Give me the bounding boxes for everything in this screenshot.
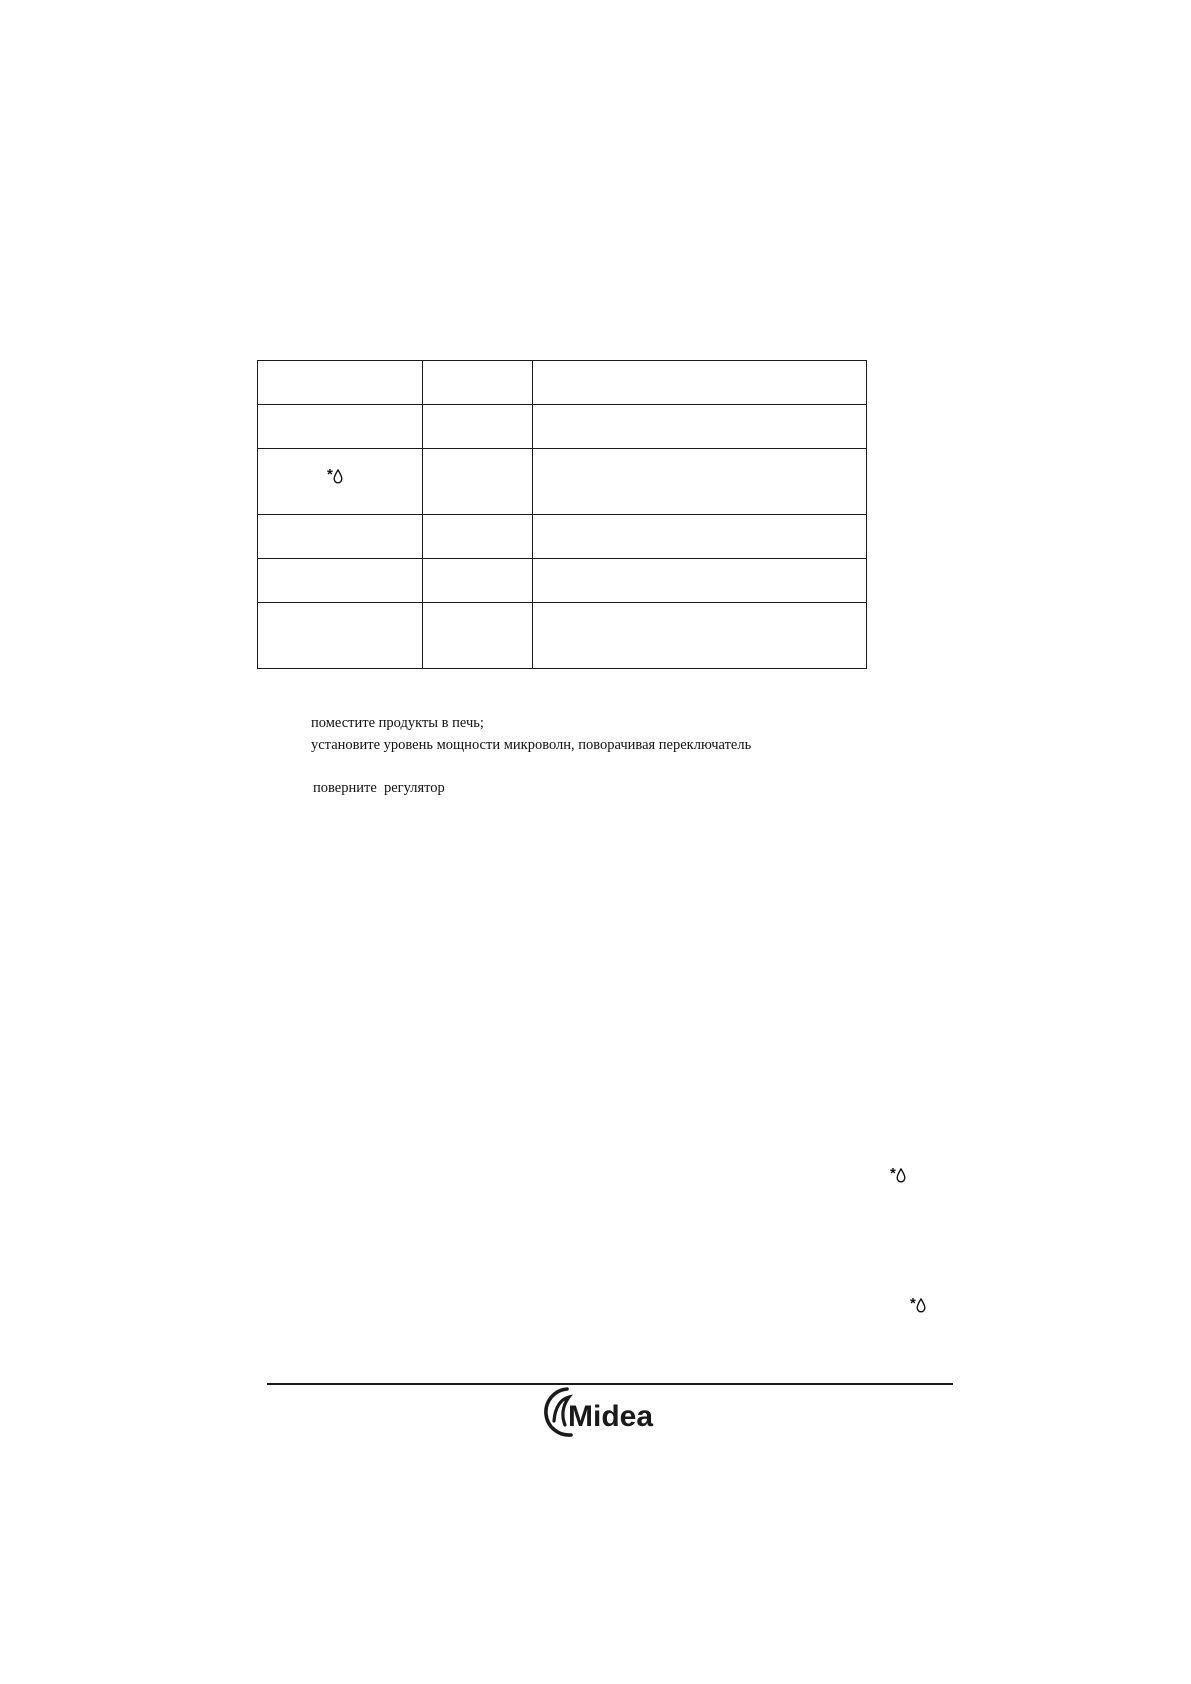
power-level-table xyxy=(257,360,867,669)
table-cell xyxy=(423,405,533,449)
logo-wordmark: Midea xyxy=(568,1400,654,1433)
star-glyph: * xyxy=(890,1165,896,1182)
table-cell xyxy=(258,559,423,603)
table-row xyxy=(258,515,867,559)
table-row xyxy=(258,603,867,669)
table-row xyxy=(258,449,867,515)
table-cell-defrost xyxy=(258,449,423,515)
table-cell xyxy=(258,515,423,559)
table-cell xyxy=(423,361,533,405)
table-row xyxy=(258,559,867,603)
table-cell xyxy=(423,603,533,669)
table-cell xyxy=(533,559,867,603)
star-glyph: * xyxy=(910,1295,916,1312)
midea-logo xyxy=(541,1385,671,1441)
water-drop-icon xyxy=(896,1168,906,1183)
table-cell xyxy=(423,559,533,603)
table-cell xyxy=(533,361,867,405)
table-row xyxy=(258,405,867,449)
table-cell xyxy=(258,405,423,449)
instruction-step-3: поверните регулятор xyxy=(313,780,445,796)
instruction-step-1: поместите продукты в печь; xyxy=(311,715,484,731)
water-drop-icon xyxy=(916,1298,926,1313)
table-cell xyxy=(423,449,533,515)
water-drop-icon xyxy=(333,469,343,484)
table-cell xyxy=(533,449,867,515)
table-cell xyxy=(258,603,423,669)
table-cell xyxy=(423,515,533,559)
star-glyph: * xyxy=(327,466,333,483)
table-cell xyxy=(533,603,867,669)
table-cell xyxy=(258,361,423,405)
snowflake-drop-defrost-icon xyxy=(327,467,343,484)
table-cell xyxy=(533,515,867,559)
table-cell xyxy=(533,405,867,449)
snowflake-drop-defrost-icon xyxy=(890,1166,906,1183)
table-row xyxy=(258,361,867,405)
snowflake-drop-defrost-icon xyxy=(910,1296,926,1313)
instruction-step-2: установите уровень мощности микроволн, поворачивая переключатель xyxy=(311,737,752,753)
